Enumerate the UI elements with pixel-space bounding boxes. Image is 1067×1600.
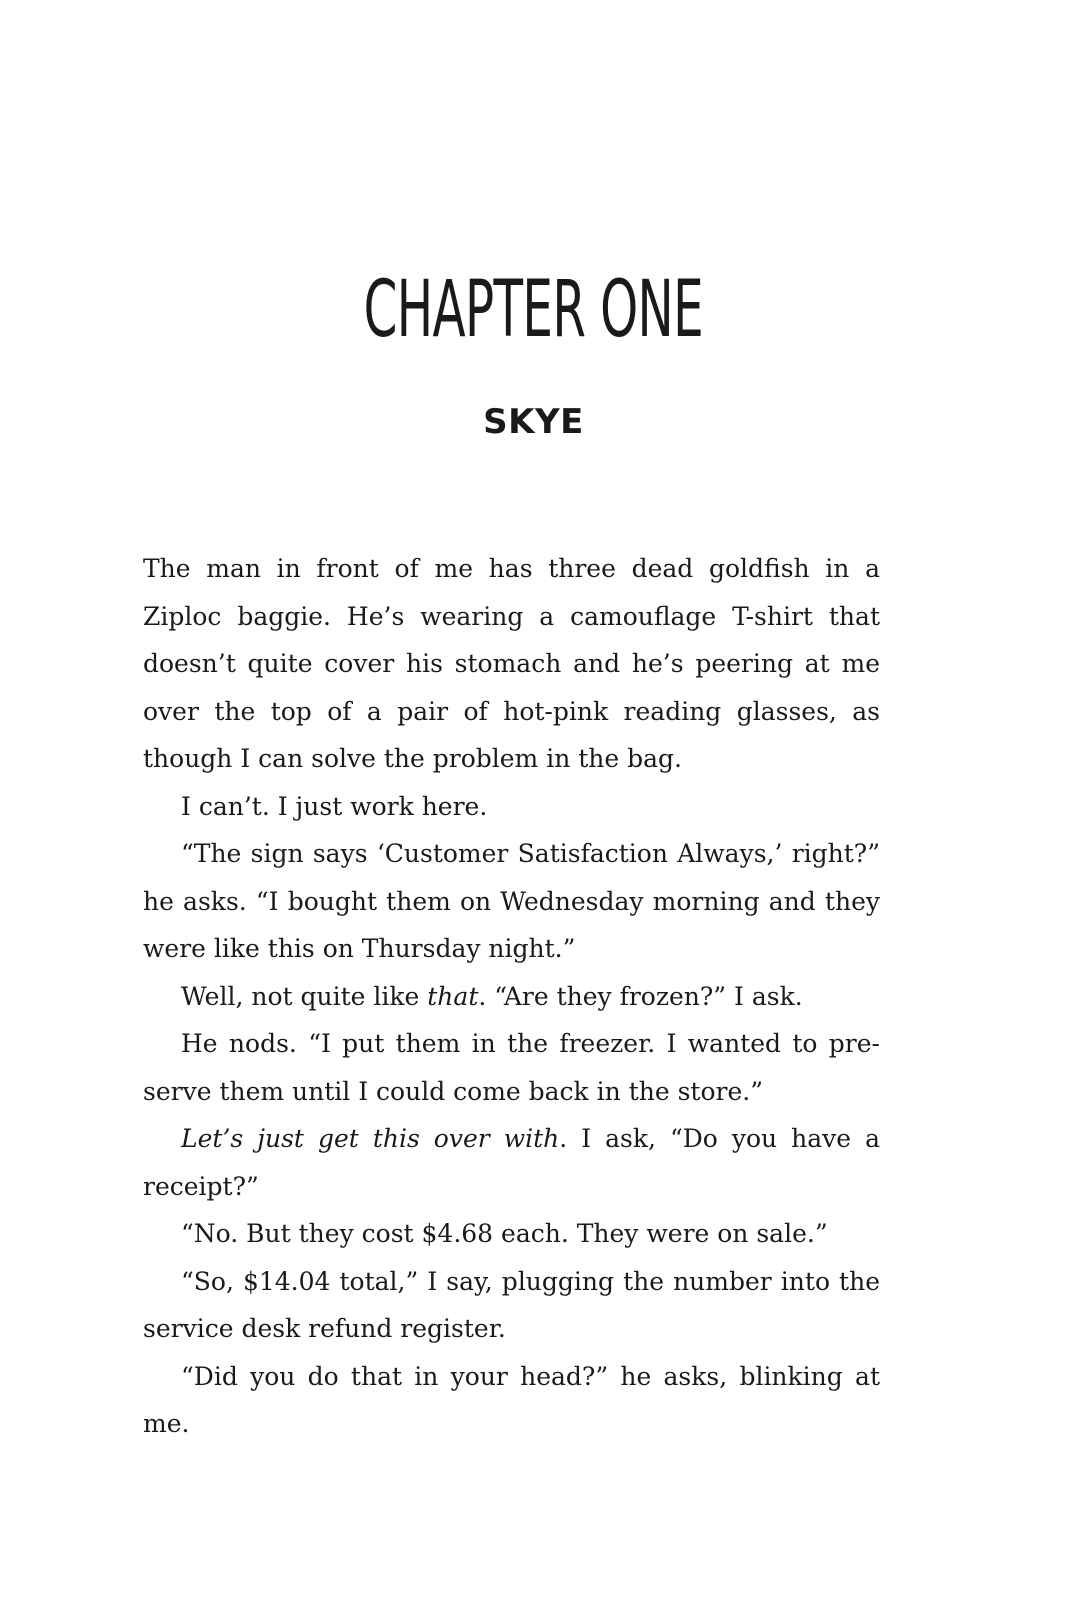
paragraph (143, 1115, 880, 1210)
paragraph-text: . I ask, “Do you have a receipt?” (143, 1124, 880, 1201)
paragraph-text: “No. But they cost $4.68 each. They were on sale.” (181, 1219, 828, 1248)
body-text (143, 545, 880, 1448)
paragraph (143, 1210, 880, 1258)
paragraph (143, 1258, 880, 1353)
paragraph-text: Well, not quite like (181, 981, 428, 1011)
paragraph (143, 545, 880, 783)
paragraph-text: “The sign says ‘Customer Satisfaction Always,’ right?” he asks. “I bought them on Wednesday morning and they were like this on Thursday night.” (143, 839, 880, 963)
paragraph-text: “Did you do that in your head?” he asks, blinking at me. (143, 1361, 880, 1438)
chapter-subtitle: SKYE (483, 402, 584, 442)
italic-text: that (427, 981, 479, 1011)
chapter-title: CHAPTER ONE (363, 265, 704, 355)
paragraph (143, 1020, 880, 1115)
italic-text: Let’s just get this over with (181, 1124, 560, 1153)
paragraph-text: I can’t. I just work here. (181, 791, 488, 821)
paragraph-text: He nods. “I put them in the freezer. I wanted to preserve them until I could come back in the store.” (143, 1029, 880, 1106)
paragraph-text: The man in front of me has three dead goldfish in a Ziploc baggie. He’s wearing a camouflage T-shirt that doesn’t quite cover his stomach and he’s peering at me over the top of a pair of hot-pink reading glasses, as though I can solve the problem in the bag. (143, 554, 880, 773)
paragraph (143, 830, 880, 973)
paragraph-text: . “Are they frozen?” I ask. (478, 981, 803, 1011)
paragraph-text: “So, $14.04 total,” I say, plugging the number into the service desk refund register. (143, 1266, 880, 1343)
paragraph (143, 783, 880, 831)
paragraph (143, 973, 880, 1021)
paragraph (143, 1353, 880, 1448)
